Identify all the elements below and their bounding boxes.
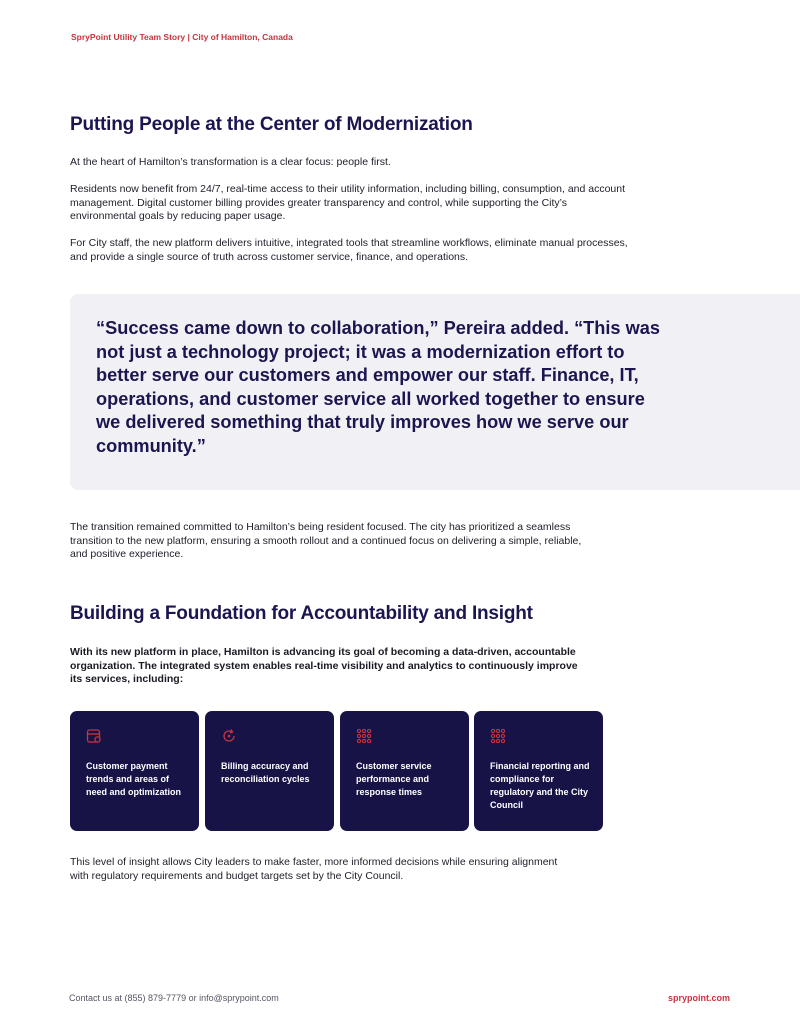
paragraph-intro: At the heart of Hamilton’s transformation is a clear focus: people first.	[70, 156, 391, 168]
network-grid-icon	[356, 728, 372, 744]
section-title-accountability: Building a Foundation for Accountability and Insight	[70, 603, 533, 624]
card-label: Billing accuracy and reconciliation cycles	[221, 761, 310, 784]
insight-card-payment-trends	[70, 711, 199, 831]
pull-quote: “Success came down to collaboration,” Pereira added. “This was not just a technology project; it was a modernization effort to better serve our customers and empower our staff. Finance, IT, operations, and customer service all worked together to ensure we delivered something that truly improves how we serve our community.”	[96, 318, 660, 456]
card-label: Customer service performance and response times	[356, 761, 432, 797]
billing-card-icon	[86, 728, 102, 744]
paragraph-staff: For City staff, the new platform delivers intuitive, integrated tools that streamline workflows, eliminate manual processes, and provide a single source of truth across customer service, finance, and operations.	[70, 237, 628, 263]
document-header: SpryPoint Utility Team Story | City of Hamilton, Canada	[71, 32, 293, 42]
paragraph-closing: This level of insight allows City leaders to make faster, more informed decisions while ensuring alignment with regulatory requirements and budget targets set by the City Council.	[70, 856, 558, 882]
paragraph-platform-intro: With its new platform in place, Hamilton is advancing its goal of becoming a data-driven, accountable organization. The integrated system enables real-time visibility and analytics to continuously improve its services, including:	[70, 646, 578, 685]
insight-card-financial-reporting	[474, 711, 603, 831]
card-label: Financial reporting and compliance for regulatory and the City Council	[490, 761, 590, 810]
footer-website-link[interactable]: sprypoint.com	[667, 993, 730, 1003]
insight-card-customer-service	[340, 711, 469, 831]
insight-card-billing-accuracy	[205, 711, 334, 831]
paragraph-residents: Residents now benefit from 24/7, real-time access to their utility information, including billing, consumption, and account management. Digital customer billing provides greater transparency and control, while supporting the City’s environmental goals by reducing paper usage.	[70, 183, 626, 222]
section-title-people: Putting People at the Center of Modernization	[70, 114, 473, 135]
insight-cards	[70, 711, 604, 831]
paragraph-transition: The transition remained committed to Hamilton’s being resident focused. The city has prioritized a seamless transition to the new platform, ensuring a smooth rollout and a continued focus on delivering a simple, reliable, and positive experience.	[70, 521, 582, 560]
network-grid-icon	[490, 728, 506, 744]
card-label: Customer payment trends and areas of need and optimization	[86, 761, 182, 797]
footer-contact: Contact us at (855) 879-7779 or info@sprypoint.com	[69, 993, 279, 1003]
refresh-cycle-icon	[221, 728, 237, 744]
